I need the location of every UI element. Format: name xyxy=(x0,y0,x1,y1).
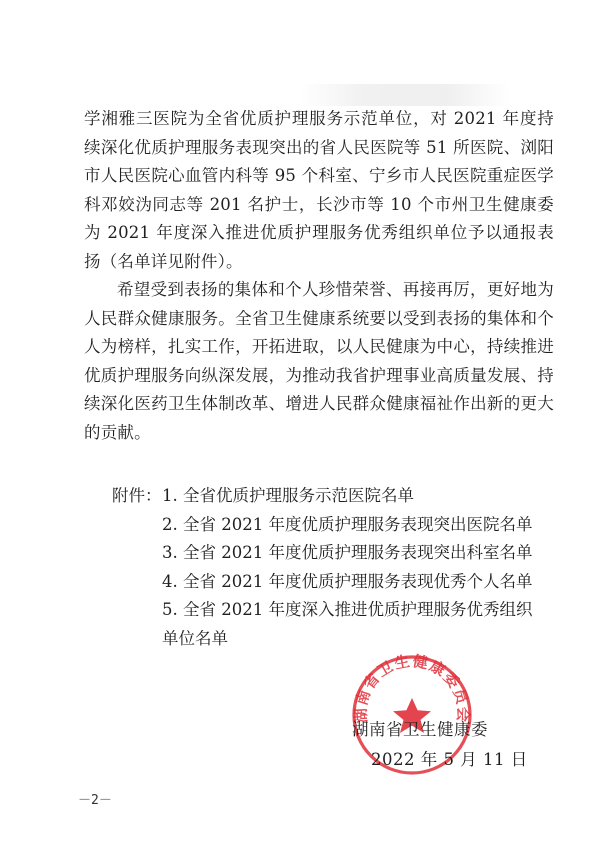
attachment-item-3: 3. 全省 2021 年度优质护理服务表现突出科室名单 xyxy=(162,543,533,562)
body-paragraph-1: 学湘雅三医院为全省优质护理服务示范单位，对 2021 年度持续深化优质护理服务表现突出的省人民医院等 51 所医院、浏阳市人民医院心血管内科等 95 个科室、宁乡市人民医院重症医学科邓姣沩同志等 201 名护士，长沙市等 10 个市州卫生健康委为 2021 年度深入推进优质护理服务优秀组织单位予以通报表扬（名单详见附件）。 xyxy=(84,109,554,271)
attachment-item xyxy=(112,596,562,625)
attachments-list xyxy=(112,482,562,653)
issue-date: 2022 年 5 月 11 日 xyxy=(371,750,528,769)
attachment-item xyxy=(112,568,562,597)
body-paragraph-2: 希望受到表扬的集体和个人珍惜荣誉、再接再厉，更好地为人民群众健康服务。全省卫生健康系统要以受到表扬的集体和个人为榜样，扎实工作，开拓进取，以人民健康为中心，持续推进优质护理服务向纵深发展，为推动我省护理事业高质量发展、持续深化医药卫生体制改革、增进人民群众健康福祉作出新的更大的贡献。 xyxy=(84,280,554,442)
attachment-item xyxy=(112,482,562,511)
attachment-item-2: 2. 全省 2021 年度优质护理服务表现突出医院名单 xyxy=(162,514,533,534)
attachment-item xyxy=(112,625,562,654)
attachments-label: 附件： xyxy=(112,486,162,505)
attachment-item-5: 5. 全省 2021 年度深入推进优质护理服务优秀组织 xyxy=(162,600,533,619)
attachment-item xyxy=(112,539,562,568)
bleed-through-mark xyxy=(300,84,510,106)
attachment-item-4: 4. 全省 2021 年度优质护理服务表现优秀个人名单 xyxy=(162,571,533,591)
attachment-item-1: 1. 全省优质护理服务示范医院名单 xyxy=(162,486,414,505)
page-number: －2－ xyxy=(78,793,112,808)
attachment-item-5-continued: 单位名单 xyxy=(162,628,228,648)
attachment-item xyxy=(112,511,562,540)
issuer-name: 湖南省卫生健康委 xyxy=(352,720,488,739)
svg-text:湖南省卫生健康委员会: 湖南省卫生健康委员会 xyxy=(351,651,473,724)
